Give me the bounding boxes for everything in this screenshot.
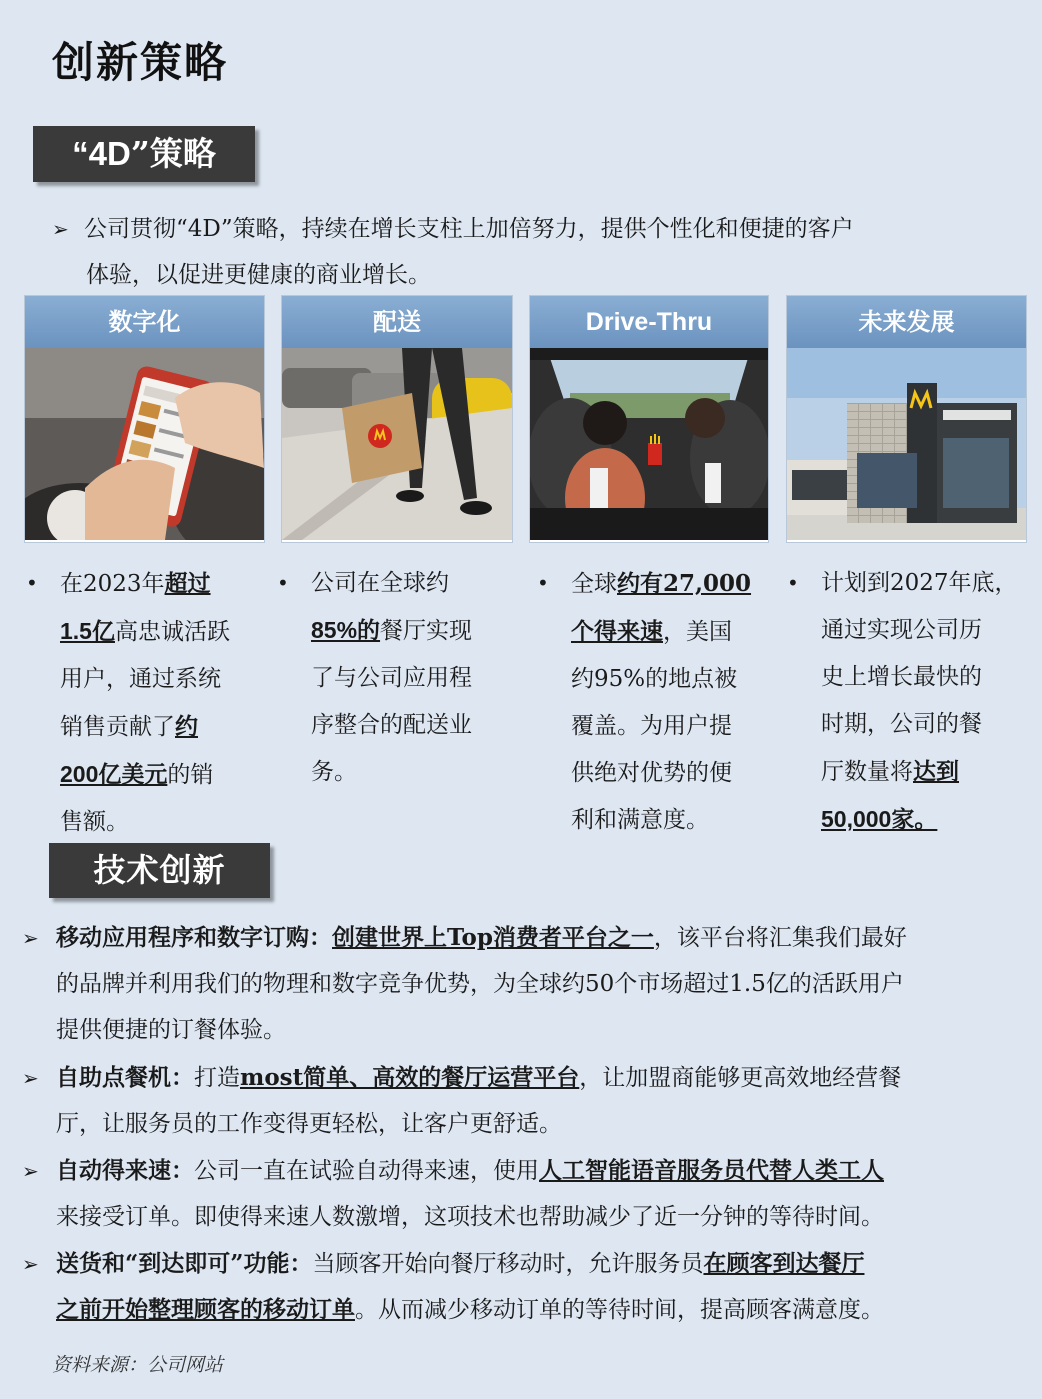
card-text-body [571,560,751,844]
text-segment: 。从而减少移动订单的等待时间，提高顾客满意度。 [355,1297,884,1323]
text-segment: 销售贡献了 [60,714,175,740]
text-line: 约95%的地点被 [571,666,738,692]
highlight: 人工智能语音服务员代替人类工人 [539,1157,884,1184]
text-line: 务。 [311,759,357,785]
card-title: Drive-Thru [530,296,768,348]
bullet-icon: • [277,571,289,595]
text-segment: 全球 [571,571,617,597]
phone-in-car-image [25,348,264,540]
arrow-icon: ➢ [22,1066,39,1090]
intro-paragraph [52,206,992,298]
card-text-body [60,560,230,846]
card-title: 配送 [282,296,512,348]
banner-code: 4D [88,135,131,172]
page-title: 创新策略 [52,38,229,87]
drive-thru-image [530,348,768,540]
text-line: 通过实现公司历 [821,617,982,643]
item-heading: 自动得来速： [56,1157,194,1184]
bullet-icon: • [26,571,38,595]
highlight: most简单、高效的餐厅运营平台 [240,1064,580,1091]
highlight: 约 [175,713,198,740]
restaurant-building-image [787,348,1026,540]
text-segment: ，让加盟商能够更高效地经营餐 [579,1065,902,1091]
highlight: 之前开始整理顾客的移动订单 [56,1296,355,1323]
card-title: 数字化 [25,296,264,348]
text-line: 提供便捷的订餐体验。 [56,1017,286,1043]
restaurant-illustration [787,348,1026,540]
highlight: 1.5亿 [60,618,115,644]
text-line: 来接受订单。即使得来速人数激增，这项技术也帮助减少了近一分钟的等待时间。 [56,1204,884,1230]
card-drive-thru [529,295,769,543]
item-heading: 送货和“到达即可”功能： [56,1250,313,1277]
highlight: 200亿美元 [60,761,168,787]
text-line: 的品牌并利用我们的物理和数字竞争优势，为全球约50个市场超过1.5亿的活跃用户 [56,971,904,997]
section-banner-4d [33,126,255,182]
section-banner-tech: 技术创新 [49,843,270,898]
card-digital [24,295,265,543]
text-segment: 高忠诚活跃 [114,619,230,645]
highlight: 50,000家。 [821,806,938,832]
highlight: 达到 [913,758,959,785]
source-note: 资料来源：公司网站 [52,1354,224,1376]
card-title: 未来发展 [787,296,1026,348]
text-line: 用户，通过系统 [60,666,221,692]
tech-item-kiosk [22,1055,1022,1147]
card-text-body [311,560,472,796]
intro-line-1: 公司贯彻“4D”策略，持续在增长支柱上加倍努力，提供个性化和便捷的客户 [84,216,854,242]
card-text-body [821,560,1018,844]
banner-close: ”策略 [130,134,216,173]
text-segment: 公司一直在试验自动得来速，使用 [194,1158,539,1184]
item-heading: 移动应用程序和数字订购： [56,924,332,951]
text-line: 公司在全球约 [311,570,449,596]
tech-item-delivery-arrival [22,1241,1022,1333]
text-segment: 厅数量将 [821,759,913,785]
car-interior-illustration [530,348,768,540]
text-segment: 餐厅实现 [380,618,473,644]
text-segment: 打造 [194,1065,240,1091]
highlight: 在顾客到达餐厅 [703,1250,865,1277]
arrow-icon: ➢ [22,1252,39,1276]
delivery-bag-image [282,348,512,540]
tech-item-auto-drive-thru [22,1148,1022,1240]
text-segment: 在2023年 [60,571,165,597]
text-line: 售额。 [60,809,129,835]
bullet-icon: • [787,571,799,595]
text-line: 供绝对优势的便 [571,760,732,786]
highlight: 约有27,000 [617,570,752,597]
tech-item-mobile-app [22,915,1022,1053]
text-line: 计划到2027年底， [821,570,1018,596]
arrow-icon: ➢ [22,926,39,950]
bullet-icon: • [537,571,549,595]
card-delivery [281,295,513,543]
text-segment: ，美国 [663,619,732,645]
arrow-icon: ➢ [22,1159,39,1183]
highlight: 创建世界上Top消费者平台之一 [332,924,654,951]
text-line: 利和满意度。 [571,807,709,833]
card-future [786,295,1027,543]
text-line: 厅，让服务员的工作变得更轻松，让客户更舒适。 [56,1111,562,1137]
delivery-illustration [282,348,512,540]
item-heading: 自助点餐机： [56,1064,194,1091]
phone-in-car-illustration [25,348,264,540]
text-line: 序整合的配送业 [311,712,472,738]
text-line: 时期，公司的餐 [821,711,982,737]
text-line: 史上增长最快的 [821,664,982,690]
arrow-icon: ➢ [52,217,69,241]
highlight: 超过 [164,570,211,597]
text-segment: 的销 [167,762,214,788]
text-segment: 当顾客开始向餐厅移动时，允许服务员 [312,1251,704,1277]
highlight: 85%的 [311,617,381,643]
text-line: 了与公司应用程 [311,665,472,691]
text-line: 覆盖。为用户提 [571,713,732,739]
highlight: 个得来速 [571,618,663,645]
intro-line-2: 体验，以促进更健康的商业增长。 [86,262,431,288]
text-segment: ，该平台将汇集我们最好 [653,925,907,951]
banner-open-quote: “ [72,135,89,172]
